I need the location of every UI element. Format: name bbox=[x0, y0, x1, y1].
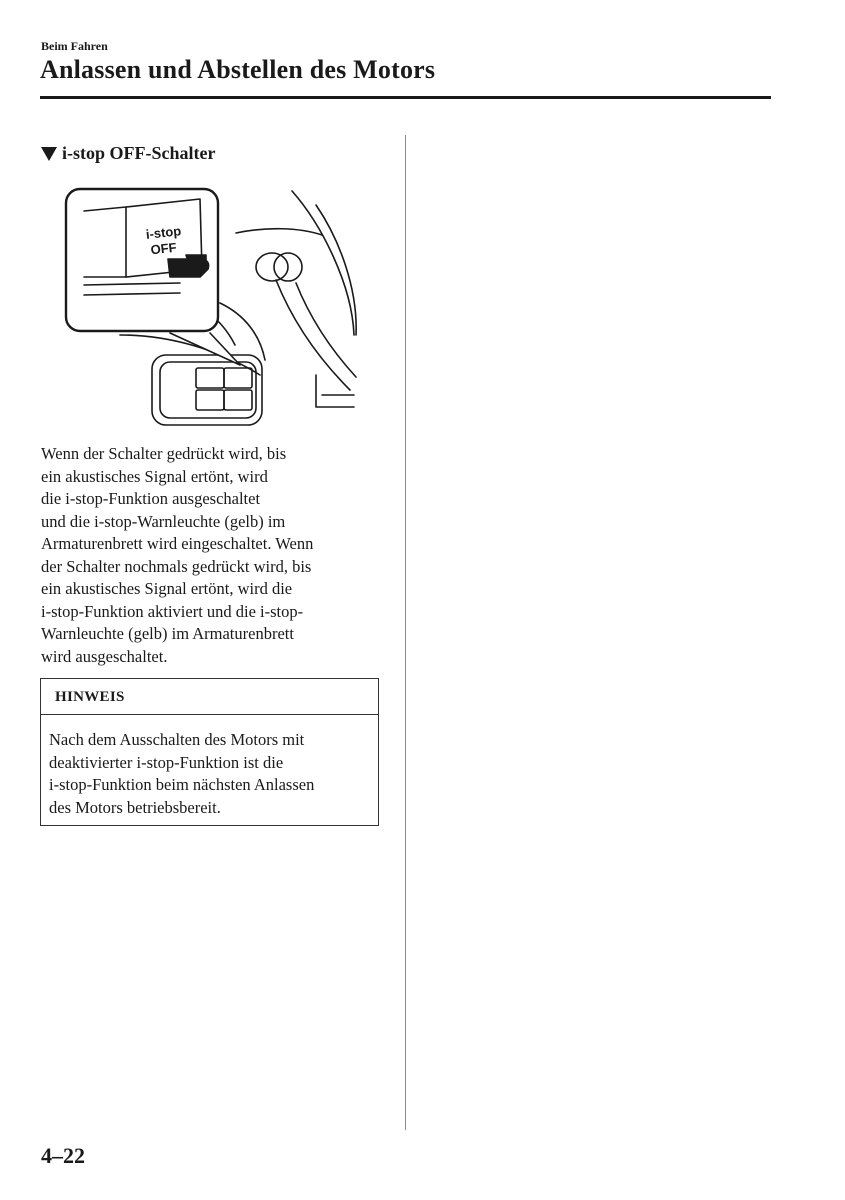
body-paragraph bbox=[41, 443, 381, 668]
chapter-label: Beim Fahren bbox=[41, 39, 108, 53]
page-title: Anlassen und Abstellen des Motors bbox=[40, 55, 436, 84]
steering-wheel-rim-inner bbox=[316, 205, 356, 335]
note-line: des Motors betriebsbereit. bbox=[49, 797, 221, 817]
callout-pointer bbox=[170, 333, 240, 365]
switch-btn-2 bbox=[224, 368, 252, 388]
stalk-knob bbox=[256, 253, 288, 281]
note-line: i-stop-Funktion beim nächsten Anlassen bbox=[49, 775, 315, 794]
body-line: ein akustisches Signal ertönt, wird bbox=[41, 466, 268, 486]
section-heading-text: i-stop OFF-Schalter bbox=[62, 143, 216, 163]
body-line: ein akustisches Signal ertönt, wird die bbox=[41, 579, 293, 598]
switch-label-off: OFF bbox=[149, 239, 178, 258]
finger-tip bbox=[186, 255, 206, 261]
note-line: Nach dem Ausschalten des Motors mit bbox=[49, 730, 305, 749]
column-divider bbox=[405, 135, 406, 1130]
triangle-down-icon bbox=[41, 147, 57, 161]
title-rule bbox=[40, 96, 771, 99]
page-number: 4–22 bbox=[41, 1143, 85, 1168]
note-line: deaktivierter i-stop-Funktion ist die bbox=[49, 752, 284, 772]
section-heading bbox=[41, 143, 215, 164]
note-box bbox=[40, 678, 379, 826]
body-line: Warnleuchte (gelb) im Armaturenbrett bbox=[41, 624, 294, 643]
steering-column bbox=[236, 229, 322, 235]
istop-switch-illustration bbox=[60, 185, 360, 430]
body-line: i-stop-Funktion aktiviert und die i-stop- bbox=[41, 601, 304, 621]
body-line: Armaturenbrett wird eingeschaltet. Wenn bbox=[41, 534, 314, 553]
stalk-base bbox=[316, 375, 354, 407]
switch-btn-1 bbox=[196, 368, 224, 388]
switch-label-istop: i-stop bbox=[145, 223, 182, 242]
body-line: der Schalter nochmals gedrückt wird, bis bbox=[41, 556, 312, 576]
note-text bbox=[41, 715, 378, 819]
body-line: Wenn der Schalter gedrückt wird, bis bbox=[41, 444, 287, 463]
body-line: die i-stop-Funktion ausgeschaltet bbox=[41, 489, 261, 508]
switch-btn-4 bbox=[224, 390, 252, 410]
stalk-outline bbox=[276, 280, 350, 390]
switch-btn-3 bbox=[196, 390, 224, 410]
body-line: und die i-stop-Warnleuchte (gelb) im bbox=[41, 511, 286, 531]
body-line: wird ausgeschaltet. bbox=[41, 646, 168, 666]
note-header: HINWEIS bbox=[41, 679, 378, 715]
